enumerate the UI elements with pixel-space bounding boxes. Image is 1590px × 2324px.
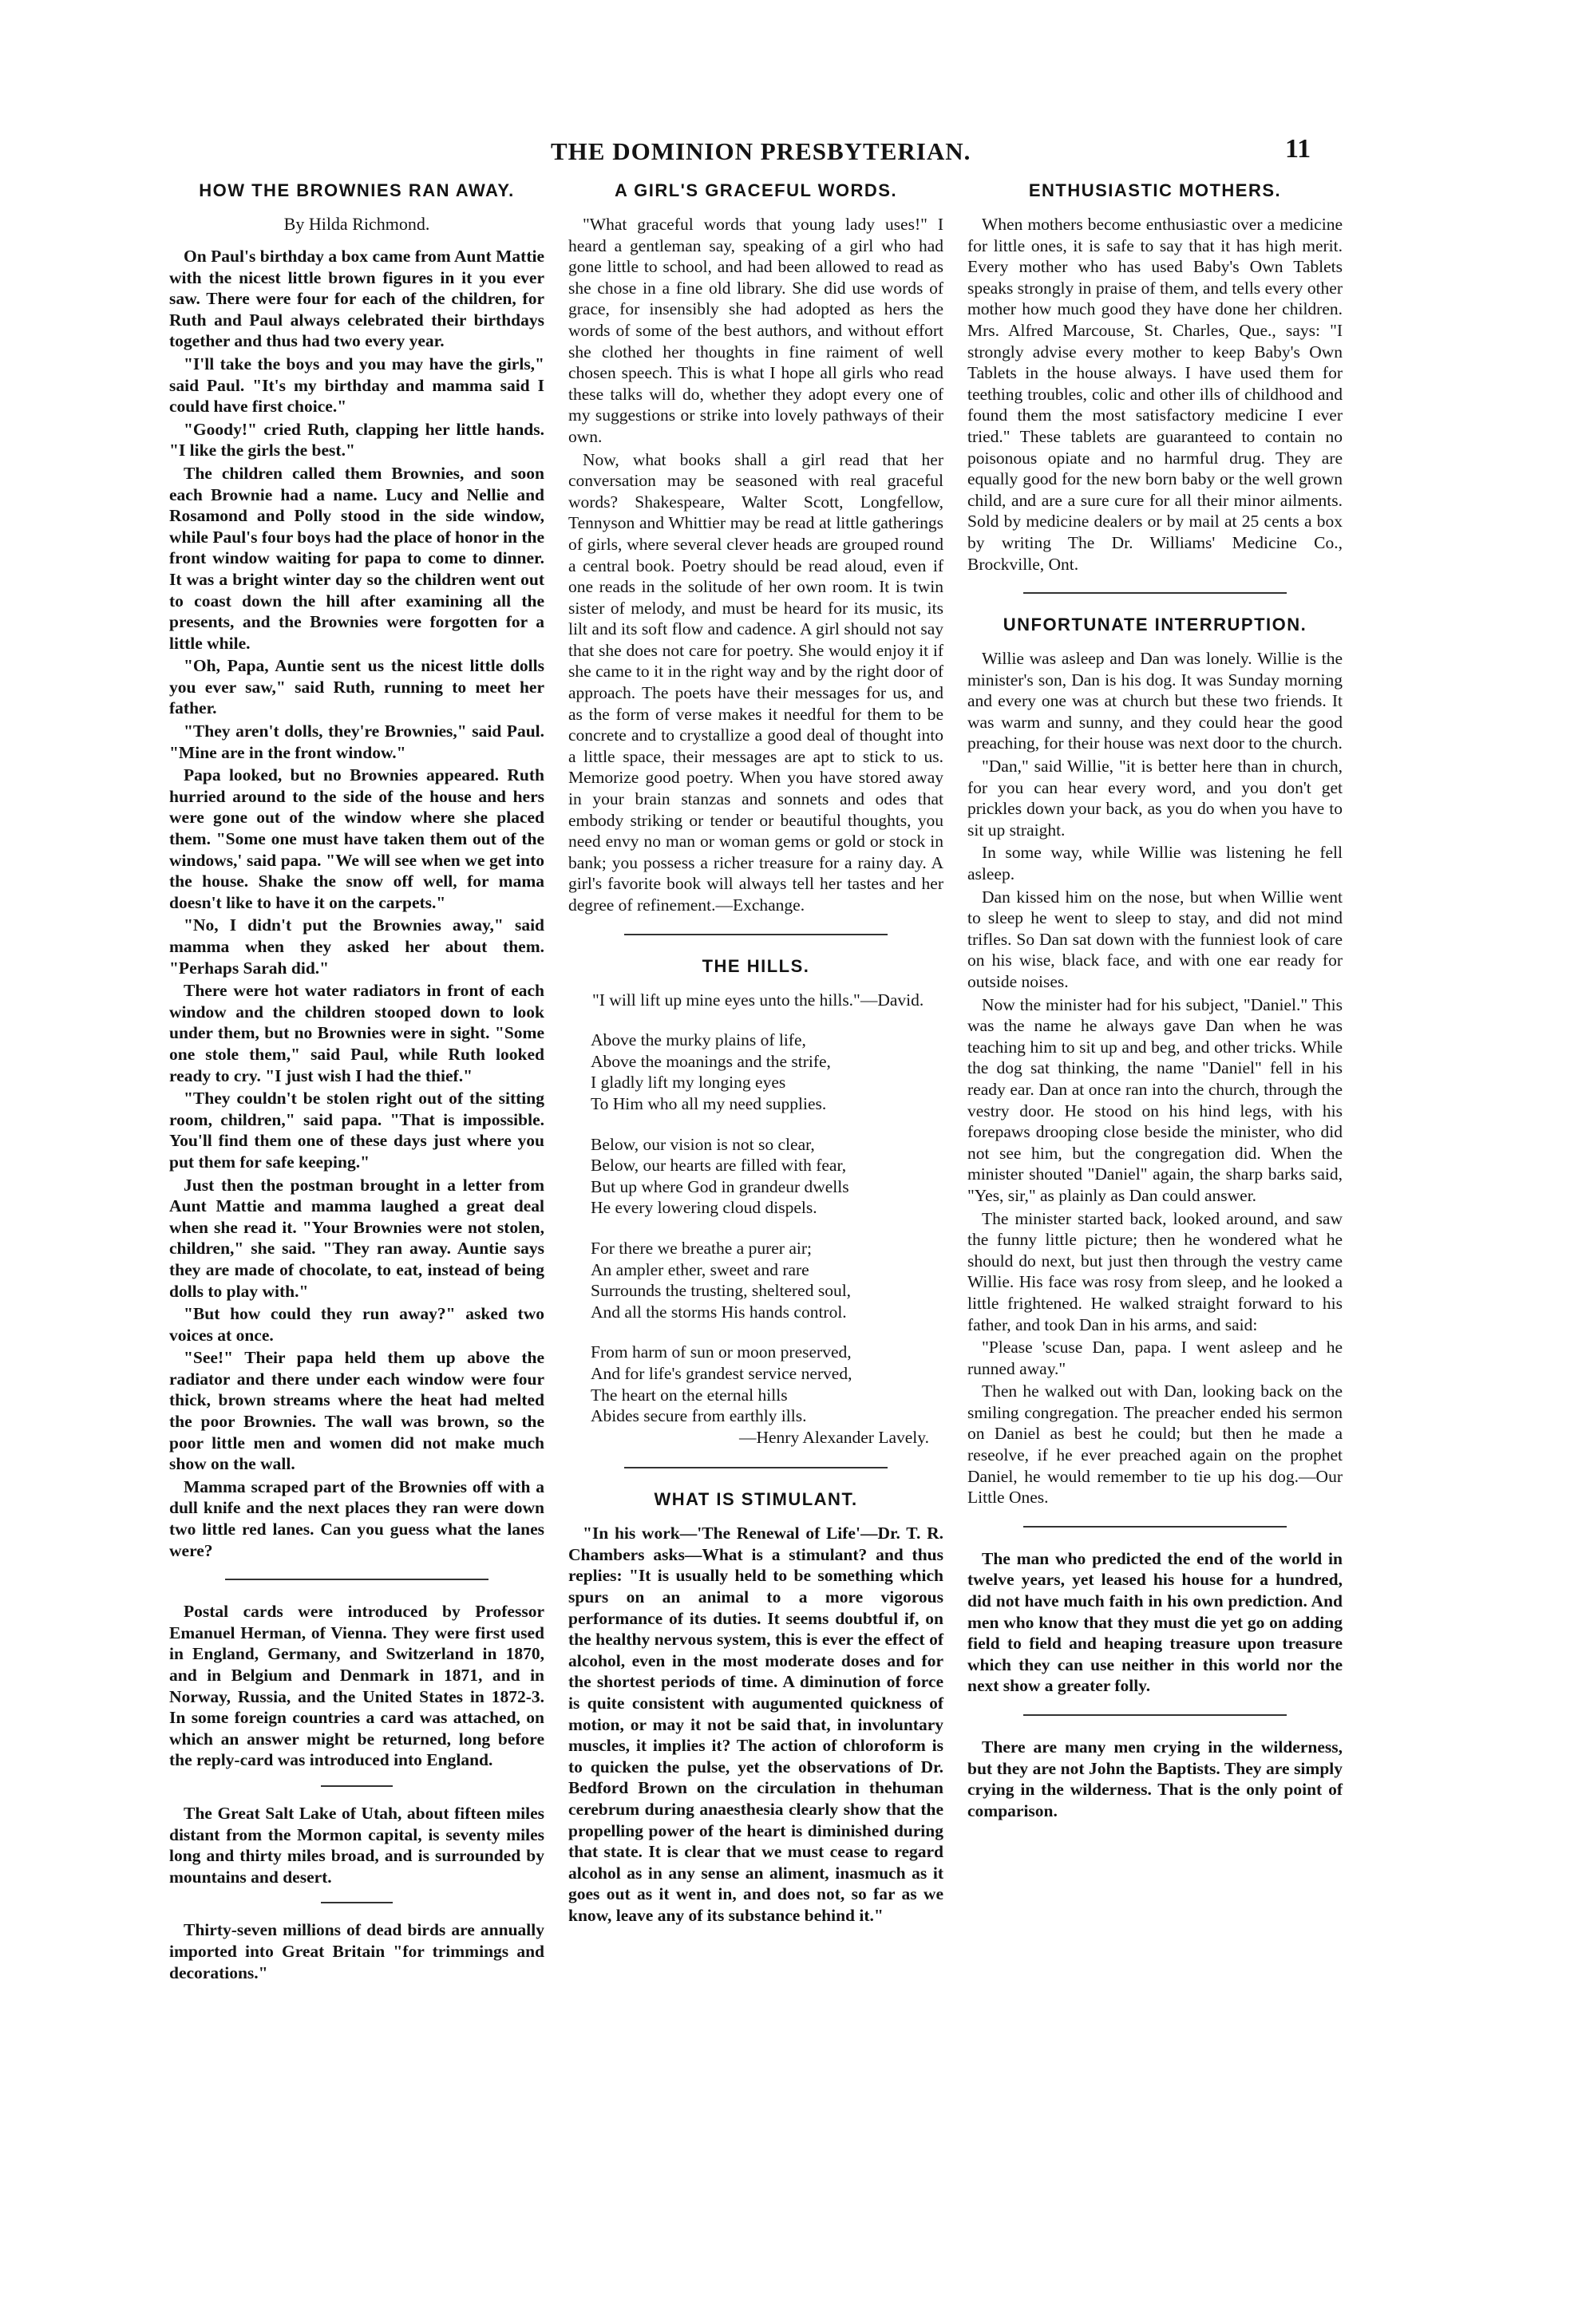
article-title-brownies: HOW THE BROWNIES RAN AWAY. [199,180,515,200]
paragraph: In some way, while Willie was listening he fell asleep. [967,843,1343,884]
divider [225,1579,488,1580]
divider [1023,1526,1287,1528]
paragraph: "But how could they run away?" asked two voices at once. [169,1304,544,1345]
divider [1023,1714,1287,1716]
paragraph: Papa looked, but no Brownies appeared. Ruth hurried around to the side of the house and hers were gone out of the window where she placed them. "Some one must have taken them out of the windows,' said papa. "We will see when we get into the house. Shake the snow off well, for mama doesn't like to have it on the carpets." [169,765,544,912]
paragraph: "What graceful words that young lady uses!" I heard a gentleman say, speaking of a girl who had gone little to school, and had been allowed to read as she chose in a fine old library. She did use words of grace, for insensibly she had adopted as hers the words of some of the best authors, and without effort she clothed her thoughts in fine raiment of well chosen speech. This is what I hope all girls who read these talks will do, whether they adopt every one of my suggestions or strike into lovely pathways of their own. [568,215,943,446]
poem-line: An ampler ether, sweet and rare [591,1259,809,1279]
paragraph-wilderness: There are many men crying in the wilderness, but they are not John the Baptists. They are simply crying in the wilderness. That is the only point of comparison. [967,1737,1343,1820]
paragraph: "No, I didn't put the Brownies away," said mamma when they asked her about them. "Perhaps Sarah did." [169,915,544,978]
column-1 [169,180,544,1985]
poem-line: From harm of sun or moon preserved, [591,1342,852,1362]
paragraph: "Oh, Papa, Auntie sent us the nicest little dolls you ever saw," said Ruth, running to meet her father. [169,656,544,718]
paragraph: "They aren't dolls, they're Brownies," said Paul. "Mine are in the front window." [169,721,544,762]
divider [321,1785,393,1787]
paragraph: "See!" Their papa held them up above the radiator and there under each window were four thick, brown streams where the heat had melted the poor Brownies. The wall was brown, so the poor little men and women did not make much show on the wall. [169,1348,544,1474]
poem-stanza [591,1238,943,1322]
poem-line: I gladly lift my longing eyes [591,1073,786,1093]
article-title-mothers: ENTHUSIASTIC MOTHERS. [1028,180,1282,200]
poem-line: To Him who all my need supplies. [591,1093,827,1113]
masthead-title: THE DOMINION PRESBYTERIAN. [551,137,971,165]
paragraph: The children called them Brownies, and soon each Brownie had a name. Lucy and Nellie and Rosamond and Polly stood in the side window, while Paul's four boys had the place of honor in the front window waiting for papa to come to dinner. It was a bright winter day so the children went out to coast down the hill after examining all the presents, and the Brownies were forgotten for a little while. [169,463,544,653]
paragraph: "Dan," said Willie, "it is better here than in church, for you can hear every word, and you don't get prickles down your back, as you do when you have to sit up straight. [967,757,1343,840]
poem-line: Above the murky plains of life, [591,1030,806,1050]
paragraph: "I'll take the boys and you may have the girls," said Paul. "It's my birthday and mamma said I could have first choice." [169,354,544,417]
divider [321,1902,393,1903]
poem-line: Abides secure from earthly ills. [591,1406,807,1426]
paragraph: "Goody!" cried Ruth, clapping her little hands. "I like the girls the best." [169,419,544,460]
paragraph: Willie was asleep and Dan was lonely. Willie is the minister's son, Dan is his dog. It was Sunday morning and every one was at church but these two friends. It was warm and sunny, and they could hear the good preaching, for their house was next door to the church. [967,649,1343,753]
poem-author: —Henry Alexander Lavely. [738,1427,929,1447]
paragraph: "Please 'scuse Dan, papa. I went asleep and he runned away." [967,1338,1343,1378]
article-title-hills: THE HILLS. [702,955,810,976]
poem-line: For there we breathe a purer air; [591,1238,812,1258]
poem-line: Above the moanings and the strife, [591,1051,831,1071]
poem-line: Surrounds the trusting, sheltered soul, [591,1281,852,1301]
column-3 [967,180,1343,1823]
page-number: 11 [1285,134,1311,164]
divider [1023,592,1287,594]
poem-stanza [591,1030,943,1114]
paragraph: Mamma scraped part of the Brownies off with a dull knife and the next places they ran were down two little red lanes. Can you guess what the lanes were? [169,1476,544,1560]
paragraph: Just then the postman brought in a letter from Aunt Mattie and mamma laughed a great deal when she read it. "Your Brownies were not stolen, children," she said. "They ran away. Auntie says they are made of chocolate, to eat, instead of being dolls to play with." [169,1175,544,1301]
article-title-interruption: UNFORTUNATE INTERRUPTION. [1003,615,1307,635]
paragraph: "They couldn't be stolen right out of the sitting room, children," said papa. "That is impossible. You'll find them one of these days just where you put them for safe keeping." [169,1089,544,1172]
paragraph: "In his work—'The Renewal of Life'—Dr. T. R. Chambers asks—What is a stimulant? and thus replies: "It is usually held to be something which spurs on an animal to a more vigorous performance of its duties. It seems doubtful if, on the healthy nervous system, this is ever the effect of alcohol, even in the most moderate doses and for the shortest periods of time. A diminution of force is quite consistent with augumented quickness of motion, or may it not be said that, in involuntary muscles, it implies it? The action of chloroform is to quicken the pulse, yet the observations of Dr. Bedford Brown on the circulation in thehuman cerebrum during anaesthesia clearly show that the propelling power of the heart is diminished during that state. It is clear that we must cease to regard alcohol as in any sense an aliment, inasmuch as it goes out as it went in, and does not, so far as we know, leave any of its substance behind it." [568,1524,943,1925]
poem-stanza [591,1342,943,1448]
paragraph-salt-lake: The Great Salt Lake of Utah, about fifteen miles distant from the Mormon capital, is seventy miles long and thirty miles broad, and is surrounded by mountains and desert. [169,1803,544,1887]
article-title-graceful-words: A GIRL'S GRACEFUL WORDS. [614,180,898,200]
poem-line: But up where God in grandeur dwells [591,1176,849,1196]
paragraph-postal-cards: Postal cards were introduced by Professor Emanuel Herman, of Vienna. They were first used in England, Germany, and Switzerland in 1870, and in Belgium and Denmark in 1871, and in Norway, Russia, and the United States in 1872-3. In some foreign countries a card was attached, on which an answer might be returned, long before the reply-card was introduced into England. [169,1602,544,1770]
poem-line: He every lowering cloud dispels. [591,1198,817,1218]
paragraph-dead-birds: Thirty-seven millions of dead birds are annually imported into Great Britain "for trimmings and decorations." [169,1920,544,1982]
divider [624,1467,888,1468]
paragraph: Now, what books shall a girl read that her conversation may be seasoned with real graceful words? Shakespeare, Walter Scott, Longfellow, Tennyson and Whittier may be read at little gatherings of girls, where several clever heads are grouped round a central book. Poetry should be read aloud, even if one reads in the solitude of her own room. It is twin sister of melody, and must be heard for its music, its lilt and its soft flow and cadence. A girl should not say that she does not care for poetry. She would enjoy it if she came to it in the right way and by the right door of approach. The poets have their messages for us, and as the form of verse makes it needful for them to be concrete and to crystallize a good deal of thought into a little space, their messages are apt to stick to us. Memorize good poetry. When you have stored away in your brain stanzas and sonnets and odes that embody striking or tender or beautiful thoughts, you need envy no man or woman gems or gold or stock in bank; you possess a richer treasure for a rainy day. A girl's favorite book will always tell her tastes and her degree of refinement.—Exchange. [568,449,943,915]
paragraph: Dan kissed him on the nose, but when Willie went to sleep he went to sleep to stay, and did not mind trifles. So Dan sat down with the funniest look of care on his wise, black face, and with one ear ready for outside noises. [967,887,1343,991]
paragraph-prediction: The man who predicted the end of the world in twelve years, yet leased his house for a hundred, did not have much faith in his own prediction. And men who know that they must die yet go on adding field to field and heaping treasure upon treasure which they can use neither in this world nor the next show a greater folly. [967,1548,1343,1696]
poem-line: Below, our vision is not so clear, [591,1134,815,1154]
divider [624,934,888,935]
epigraph: "I will lift up mine eyes unto the hills."—David. [592,990,924,1010]
poem-line: And for life's grandest service nerved, [591,1363,852,1383]
poem-line: Below, our hearts are filled with fear, [591,1156,847,1176]
article-title-stimulant: WHAT IS STIMULANT. [654,1489,858,1510]
paragraph: Then he walked out with Dan, looking back on the smiling congregation. The preacher ended his sermon on Daniel as best he could; but then he made a reseolve, if he ever preached again on the prophet Daniel, he would remember to tie up his dog.—Our Little Ones. [967,1381,1343,1508]
paragraph: Now the minister had for his subject, "Daniel." This was the name he always gave Dan when he was teaching him to sit up and beg, and other tricks. While the dog sat thinking, the name "Daniel" fell in his ready ear. Dan at once ran into the church, through the vestry door. He stood on his hind legs, with his forepaws drooping close beside the minister, who did not see him, but the congregation did. When the minister shouted "Daniel" again, the sharp barks said, "Yes, sir," as plainly as Dan could answer. [967,994,1343,1205]
poem-line: And all the storms His hands control. [591,1302,847,1322]
paragraph: The minister started back, looked around, and saw the funny little picture; then he wondered what he should do next, but just then through the vestry came Willie. His face was rosy from sleep, and he looked a little frightened. He walked straight forward to his father, and took Dan in his arms, and said: [967,1208,1343,1334]
poem-stanza [591,1134,943,1219]
poem-line: The heart on the eternal hills [591,1385,788,1405]
paragraph: On Paul's birthday a box came from Aunt Mattie with the nicest little brown figures in it you ever saw. There were four for each of the children, for Ruth and Paul always celebrated their birthdays together and thus had two every year. [169,247,544,351]
paragraph: There were hot water radiators in front of each window and the children stooped down to look under them, but no Brownies were in sight. "Some one stole them," said Paul, while Ruth looked ready to cry. "I just wish I had the thief." [169,981,544,1085]
byline: By Hilda Richmond. [283,214,430,234]
paragraph: When mothers become enthusiastic over a medicine for little ones, it is safe to say that it has high merit. Every mother who has used Baby's Own Tablets speaks strongly in praise of them, and tells every other mother how much good they have done her children. Mrs. Alfred Marcouse, St. Charles, Que., says: "I strongly advise every mother to keep Baby's Own Tablets in the house always. I have used them for teething troubles, colic and other ills of childhood and found them the most satisfactory medicine I ever tried." These tablets are guaranteed to contain no poisonous opiate and no harmful drug. They are equally good for the new born baby or the well grown child, and are a sure cure for all their minor ailments. Sold by medicine dealers or by mail at 25 cents a box by writing The Dr. Williams' Medicine Co., Brockville, Ont. [967,215,1343,574]
column-2 [568,180,943,1928]
